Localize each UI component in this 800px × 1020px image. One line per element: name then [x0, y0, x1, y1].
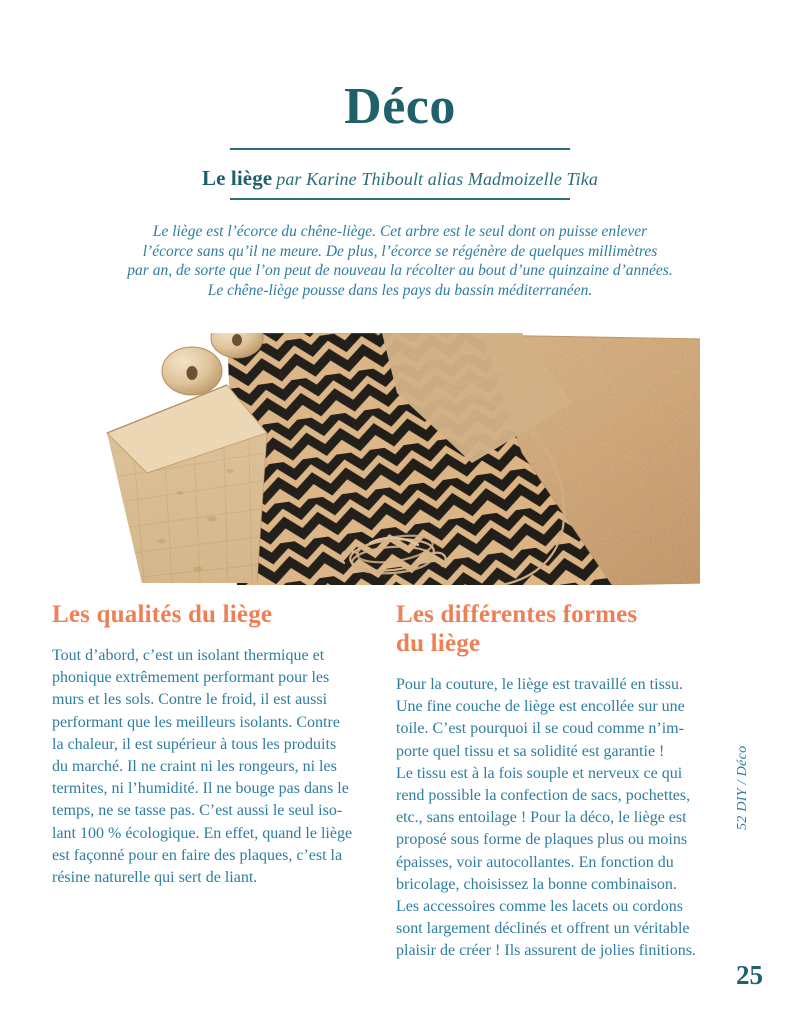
page-title: Déco [344, 78, 456, 135]
text-line: lant 100 % écologique. En effet, quand le liège [52, 824, 353, 842]
text-line: Le tissu est à la fois souple et nerveux ce qui [396, 764, 683, 782]
body-text-qualities [52, 645, 377, 889]
text-line: épaisses, voir autocollantes. En fonction du [396, 853, 674, 871]
text-line: Les accessoires comme les lacets ou cordons [396, 898, 684, 916]
text-line: termites, ni l’humidité. Il ne bouge pas dans le [52, 780, 349, 798]
text-line: Tout d’abord, c’est un isolant thermique et [52, 647, 325, 664]
text-line: phonique extrêmement performant pour les [52, 669, 330, 687]
text-line: etc., sans entoilage ! Pour la déco, le liège est [396, 809, 687, 827]
text-line: temps, ne se tasse pas. C’est aussi le seul iso- [52, 802, 343, 820]
section-heading-forms-line2: du liège [396, 630, 481, 657]
byline-subject: Le liège [202, 166, 273, 190]
text-line: murs et les sols. Contre le froid, il est aussi [52, 691, 328, 709]
text-line: du marché. Il ne craint ni les rongeurs, ni les [52, 758, 337, 776]
text-line: toile. C’est pourquoi il se coud comme n’im- [396, 720, 684, 738]
intro-line: par an, de sorte que l’on peut de nouveau la récolter au bout d’une quinzaine d’années. [127, 262, 673, 279]
intro-paragraph [80, 222, 720, 300]
title-rule-top [230, 148, 570, 150]
text-line: est façonné pour en faire des plaques, c’est la [52, 846, 343, 864]
text-line: bricolage, choisissez la bonne combinaison. [396, 875, 677, 893]
cork-materials-photo [52, 333, 700, 585]
text-line: Une fine couche de liège est encollée sur une [396, 698, 685, 716]
text-line: performant que les meilleurs isolants. Contre [52, 713, 340, 731]
intro-line: Le chêne-liège pousse dans les pays du bassin méditerranéen. [207, 281, 593, 299]
text-line: proposé sous forme de plaques plus ou moins [396, 831, 688, 849]
text-line: résine naturelle qui sert de liant. [52, 869, 258, 887]
section-heading-qualities: Les qualités du liège [52, 601, 273, 628]
running-folio: 52 DIY / Déco [735, 745, 750, 830]
intro-line: Le liège est l’écorce du chêne-liège. Cet arbre est le seul dont on puisse enlever [152, 223, 648, 240]
masthead [230, 78, 570, 150]
text-line: Pour la couture, le liège est travaillé en tissu. [396, 676, 684, 693]
cork-bead [162, 347, 222, 395]
column-left [52, 600, 377, 889]
body-text-forms [396, 674, 721, 963]
page-number: 25 [736, 960, 763, 990]
text-line: la chaleur, il est supérieur à tous les produits [52, 735, 337, 753]
text-line: rend possible la confection de sacs, pochettes, [396, 787, 691, 805]
text-line: plaisir de créer ! Ils assurent de jolies finitions. [396, 942, 696, 960]
column-right [396, 600, 721, 963]
photo-illustration [52, 333, 700, 585]
section-heading-forms [396, 600, 721, 658]
text-line: sont largement déclinés et offrent un véritable [396, 920, 690, 938]
intro-line: l’écorce sans qu’il ne meure. De plus, l’écorce se régénère de quelques millimètres [142, 242, 658, 260]
text-line: porte quel tissu et sa solidité est garantie ! [396, 742, 665, 760]
byline [170, 166, 630, 191]
byline-credit: par Karine Thiboult alias Madmoizelle Tika [276, 169, 598, 189]
title-rule-bottom [230, 198, 570, 200]
section-heading-forms-line1: Les différentes formes [396, 601, 638, 628]
